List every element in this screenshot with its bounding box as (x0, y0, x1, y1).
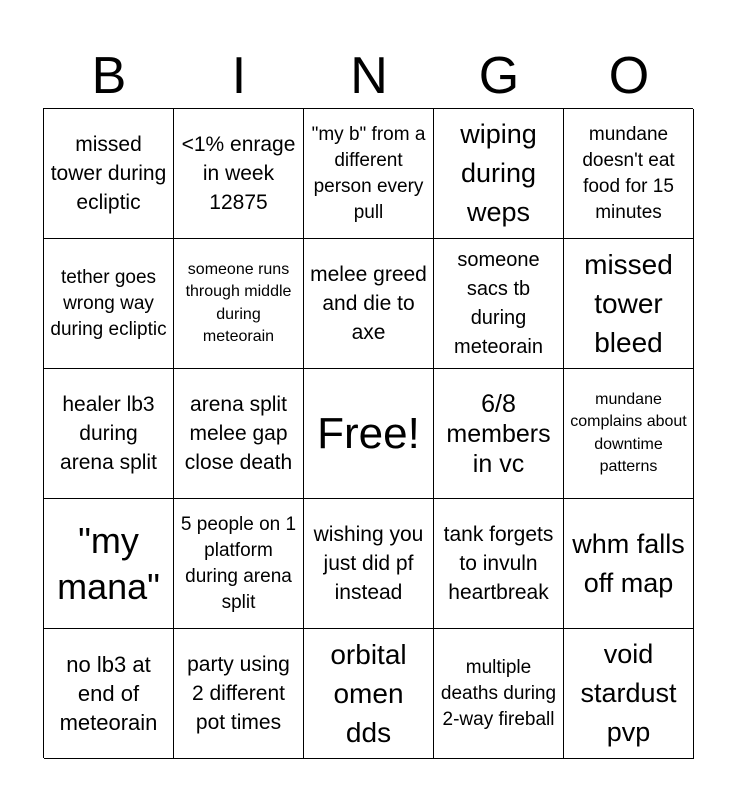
header-letter-b: B (91, 47, 127, 105)
cell-text: missed tower bleed (584, 249, 673, 358)
bingo-cell[interactable] (304, 109, 434, 239)
cell-text: tank forgets to invuln heartbreak (443, 523, 554, 604)
header-letter-g: G (478, 47, 520, 105)
cell-text: no lb3 at end of meteorain (59, 652, 158, 735)
cell-text: wishing you just did pf instead (313, 523, 424, 604)
bingo-cell[interactable] (44, 239, 174, 369)
cell-text: missed tower during ecliptic (50, 133, 167, 214)
header-letter-i: I (231, 47, 247, 105)
bingo-cell[interactable] (434, 109, 564, 239)
bingo-cell[interactable] (564, 239, 694, 369)
cell-text: "my b" from a different person every pull (311, 123, 426, 223)
cell-text: 6/8 members in vc (446, 389, 551, 478)
cell-text: "my mana" (57, 519, 160, 607)
cell-text: mundane complains about downtime patterns (570, 390, 687, 475)
cell-text: wiping during weps (460, 119, 537, 227)
cell-text: 5 people on 1 platform during arena split (180, 513, 297, 613)
bingo-cell[interactable] (174, 369, 304, 499)
bingo-cell[interactable] (44, 369, 174, 499)
bingo-cell[interactable] (564, 499, 694, 629)
bingo-cell[interactable] (44, 629, 174, 759)
bingo-cell[interactable] (44, 109, 174, 239)
bingo-cell[interactable] (434, 239, 564, 369)
bingo-cell[interactable] (304, 499, 434, 629)
header-letter-n: N (350, 47, 388, 105)
bingo-cell-free[interactable] (304, 369, 434, 499)
bingo-cell[interactable] (434, 499, 564, 629)
cell-text: multiple deaths during 2-way fireball (440, 656, 557, 730)
cell-text: whm falls off map (572, 528, 685, 598)
cell-text: healer lb3 during arena split (60, 393, 157, 474)
bingo-cell[interactable] (174, 109, 304, 239)
bingo-cell[interactable] (434, 369, 564, 499)
cell-text: mundane doesn't eat food for 15 minutes (582, 123, 675, 223)
bingo-cell[interactable] (304, 629, 434, 759)
cell-text: someone sacs tb during meteorain (454, 248, 543, 358)
cell-text: void stardust pvp (580, 639, 677, 747)
cell-text: melee greed and die to axe (310, 263, 427, 344)
bingo-cell[interactable] (564, 109, 694, 239)
bingo-cell[interactable] (44, 499, 174, 629)
bingo-cell[interactable] (174, 499, 304, 629)
free-space-text: Free! (317, 408, 420, 458)
cell-text: orbital omen dds (330, 639, 407, 748)
cell-text: someone runs through middle during meteorain (185, 260, 292, 345)
bingo-cell[interactable] (564, 629, 694, 759)
bingo-cell[interactable] (304, 239, 434, 369)
header-letter-o: O (608, 47, 650, 105)
bingo-cell[interactable] (174, 239, 304, 369)
bingo-cell[interactable] (564, 369, 694, 499)
bingo-header (44, 48, 694, 104)
cell-text: <1% enrage in week 12875 (181, 133, 296, 214)
cell-text: tether goes wrong way during ecliptic (50, 266, 167, 340)
cell-text: party using 2 different pot times (187, 653, 290, 734)
cell-text: arena split melee gap close death (184, 393, 293, 474)
bingo-cell[interactable] (434, 629, 564, 759)
bingo-grid (43, 108, 693, 758)
bingo-cell[interactable] (174, 629, 304, 759)
